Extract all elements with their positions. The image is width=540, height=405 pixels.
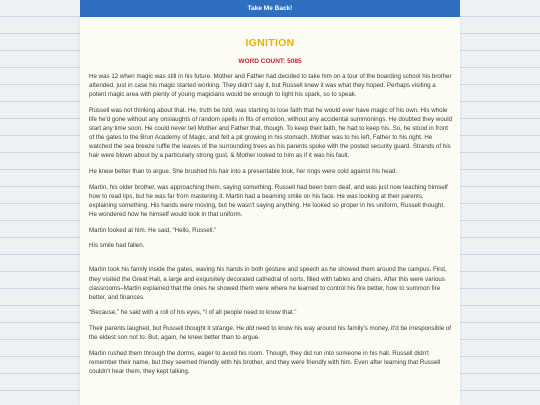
story-paragraph: His smile had fallen.	[89, 242, 145, 250]
story-paper	[80, 17, 460, 405]
story-paragraph	[89, 324, 453, 342]
story-paragraph: Martin looked at him. He said, “Hello, Russell.”	[89, 226, 217, 234]
story-text: Their parents laughed, but Russell thought it strange. He	[89, 325, 246, 333]
story-paragraph: Martin took his family inside the gates, waving his hands in both gesture and speech as he showed them around the campus. First, they visited the Great Hall, a large and exquisitely decorated cathedral of sorts, filled with tables and chairs. After this were various classrooms–Martin explained that the ones he showed them were where he learned to control his fire better, how to summon fire better, and finances.	[89, 266, 447, 301]
story-body	[89, 72, 453, 383]
story-paragraph: Martin, his older brother, was approaching them, saying something. Russell had been born deaf, and was just now teaching himself how to read lips, but he was far from mastering it. Martin had a beaming smile on his face. He was looking at their parents, explaining something. His hands were moving, but he wasn't saying anything. He looked so proper in his uniform, Russell thought. He wondered how he himself would look in that uniform.	[89, 183, 448, 218]
story-title: IGNITION	[245, 37, 295, 49]
story-paragraph: “Because,” he said with a roll of his eyes, “I of all people need to know that.”	[89, 309, 297, 317]
top-nav-bar	[80, 0, 460, 17]
story-text: need to know his way around his family's money, it'd be irresponsible of the eldest son not to. But, again, he knew better than to argue.	[89, 325, 452, 342]
story-paragraph: He was 12 when magic was still in his future. Mother and Father had decided to take him on a tour of the boarding school his brother attended, just in case his magic started working. They didn't say it, but Russell knew it was what they hoped. Perhaps visiting a potent magic area with plenty of young magicians would be enough to light his spark, so to speak.	[89, 73, 452, 99]
story-paragraph: Russell was not thinking about that. He, truth be told, was starting to lose faith that he would ever have magic of his own. His whole life he'd gone without any onslaughts of random spells in fits of emotion, without any accidental summonings. He doubted they would start any time soon. He could never tell Mother and Father that, though. To keep their faith, he had to keep his. So, he stood in front of the gates to the Brun Academy of Magic, and felt a pit growing in his stomach. Mother was to his left, Father to his right. He watched the sea breeze ruffle the leaves of the surrounding trees as his parents spoke with the posted security guard. Strands of his hair were blown about by a particularly strong gust, & Mother looked to him as if it was his fault.	[89, 106, 453, 160]
story-paragraph: Martin rushed them through the dorms, eager to avoid his room. Though, they did run into someone in his hall. Russell didn't remember their name, but they seemed friendly with his brother, and they were friendly with him. Even after learning that Russell couldn't hear them, they kept talking.	[89, 349, 441, 376]
story-emphasis: did	[245, 325, 255, 333]
word-count: WORD COUNT: 5085	[238, 58, 302, 65]
story-paragraph: He knew better than to argue. She brushed his hair into a presentable look, her rings were cold against his head.	[89, 168, 398, 176]
take-me-back-link[interactable]: Take Me Back!	[247, 5, 293, 12]
